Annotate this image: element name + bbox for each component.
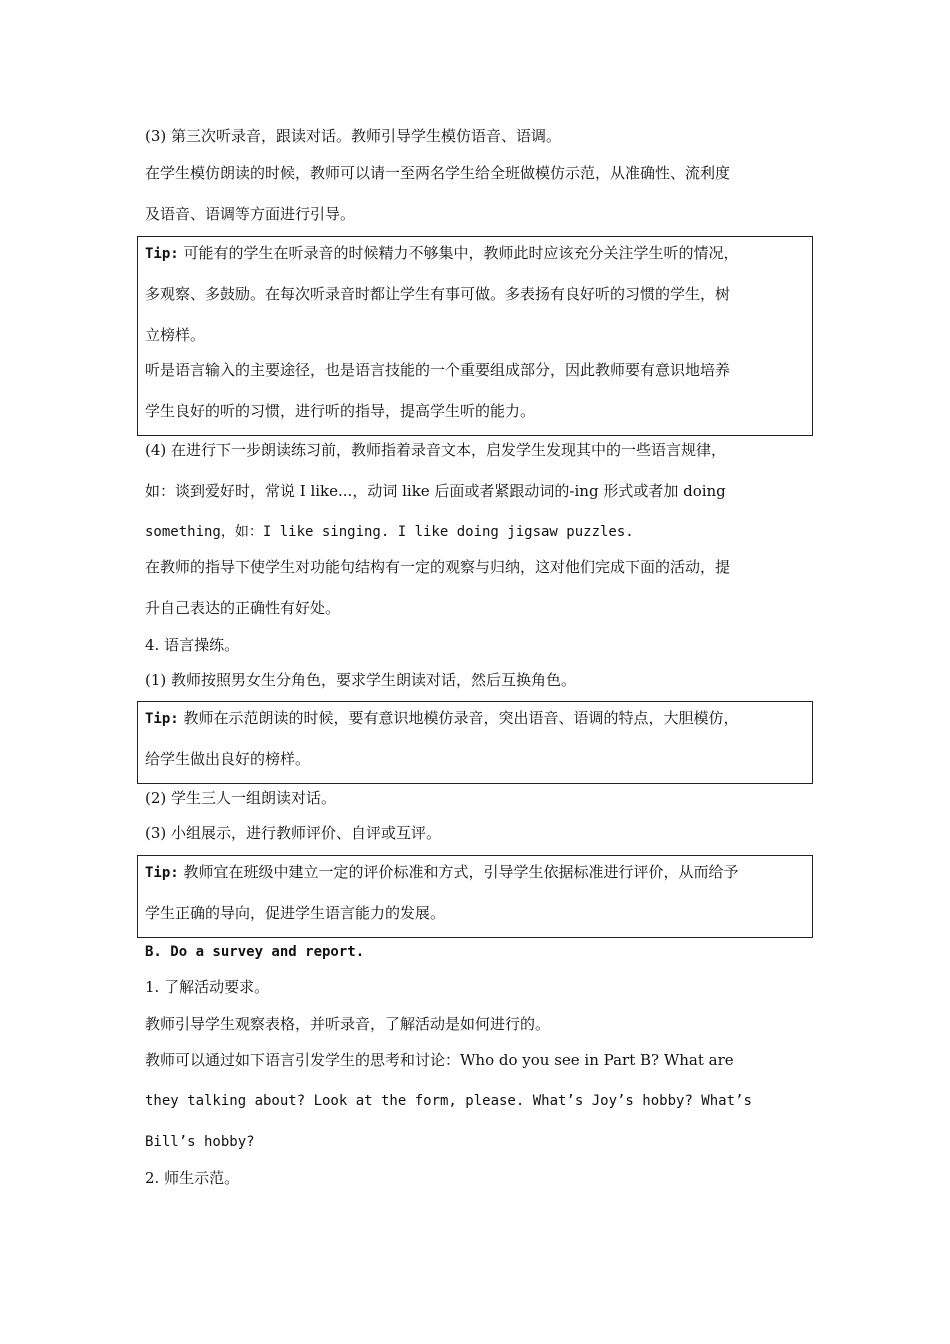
tip-listening-line4: 听是语言输入的主要途径，也是语言技能的一个重要组成部分，因此教师要有意识地培养 bbox=[145, 361, 731, 379]
tip-label: Tip: bbox=[145, 246, 179, 262]
survey-questions-line2: they talking about? Look at the form, please. What’s Joy’s hobby? What’s bbox=[145, 1093, 752, 1109]
tip-text: 教师宜在班级中建立一定的评价标准和方式，引导学生依据标准进行评价，从而给予 bbox=[178, 863, 739, 881]
survey-questions-line1: 教师可以通过如下语言引发学生的思考和讨论：Who do you see in Part B? What are bbox=[145, 1051, 734, 1069]
tip-model-line1 bbox=[145, 708, 739, 729]
tip-label: Tip: bbox=[145, 865, 179, 881]
tip-eval-line2: 学生正确的导向，促进学生语言能力的发展。 bbox=[145, 904, 446, 922]
paragraph-guidance: 在教师的指导下使学生对功能句结构有一定的观察与归纳，这对他们完成下面的活动，提 bbox=[145, 558, 731, 576]
practice-item-3: (3) 小组展示，进行教师评价、自评或互评。 bbox=[145, 824, 442, 842]
paragraph-step4-cont2: something，如：I like singing. I like doing jigsaw puzzles. bbox=[145, 524, 634, 540]
practice-item-1: (1) 教师按照男女生分角色，要求学生朗读对话，然后互换角色。 bbox=[145, 671, 577, 689]
tip-listening-line2: 多观察、多鼓励。在每次听录音时都让学生有事可做。多表扬有良好听的习惯的学生，树 bbox=[145, 285, 731, 303]
practice-item-2: (2) 学生三人一组朗读对话。 bbox=[145, 789, 337, 807]
paragraph-imitation: 在学生模仿朗读的时候，教师可以请一至两名学生给全班做模仿示范，从准确性、流利度 bbox=[145, 164, 731, 182]
tip-listening-line3: 立榜样。 bbox=[145, 326, 206, 344]
survey-step2: 2. 师生示范。 bbox=[145, 1169, 240, 1187]
tip-label: Tip: bbox=[145, 711, 179, 727]
tip-listening-line5: 学生良好的听的习惯，进行听的指导，提高学生听的能力。 bbox=[145, 402, 536, 420]
paragraph-step3: (3) 第三次听录音，跟读对话。教师引导学生模仿语音、语调。 bbox=[145, 127, 562, 145]
survey-questions-line3: Bill’s hobby? bbox=[145, 1134, 255, 1150]
paragraph-imitation-cont: 及语音、语调等方面进行引导。 bbox=[145, 205, 356, 223]
tip-text: 教师在示范朗读的时候，要有意识地模仿录音，突出语音、语调的特点，大胆模仿， bbox=[178, 709, 739, 727]
paragraph-guidance-cont: 升自己表达的正确性有好处。 bbox=[145, 599, 341, 617]
survey-step1-desc: 教师引导学生观察表格，并听录音，了解活动是如何进行的。 bbox=[145, 1015, 551, 1033]
section-heading-practice: 4. 语言操练。 bbox=[145, 636, 240, 654]
survey-step1: 1. 了解活动要求。 bbox=[145, 978, 270, 996]
tip-eval-line1 bbox=[145, 862, 739, 883]
tip-text: 可能有的学生在听录音的时候精力不够集中，教师此时应该充分关注学生听的情况， bbox=[178, 244, 739, 262]
tip-listening-line1 bbox=[145, 243, 739, 264]
tip-model-line2: 给学生做出良好的榜样。 bbox=[145, 750, 311, 768]
paragraph-step4-cont1: 如：谈到爱好时，常说 I like...，动词 like 后面或者紧跟动词的-ing 形式或者加 doing bbox=[145, 482, 726, 500]
paragraph-step4: (4) 在进行下一步朗读练习前，教师指着录音文本，启发学生发现其中的一些语言规律， bbox=[145, 441, 727, 459]
section-heading-survey: B. Do a survey and report. bbox=[145, 944, 365, 960]
